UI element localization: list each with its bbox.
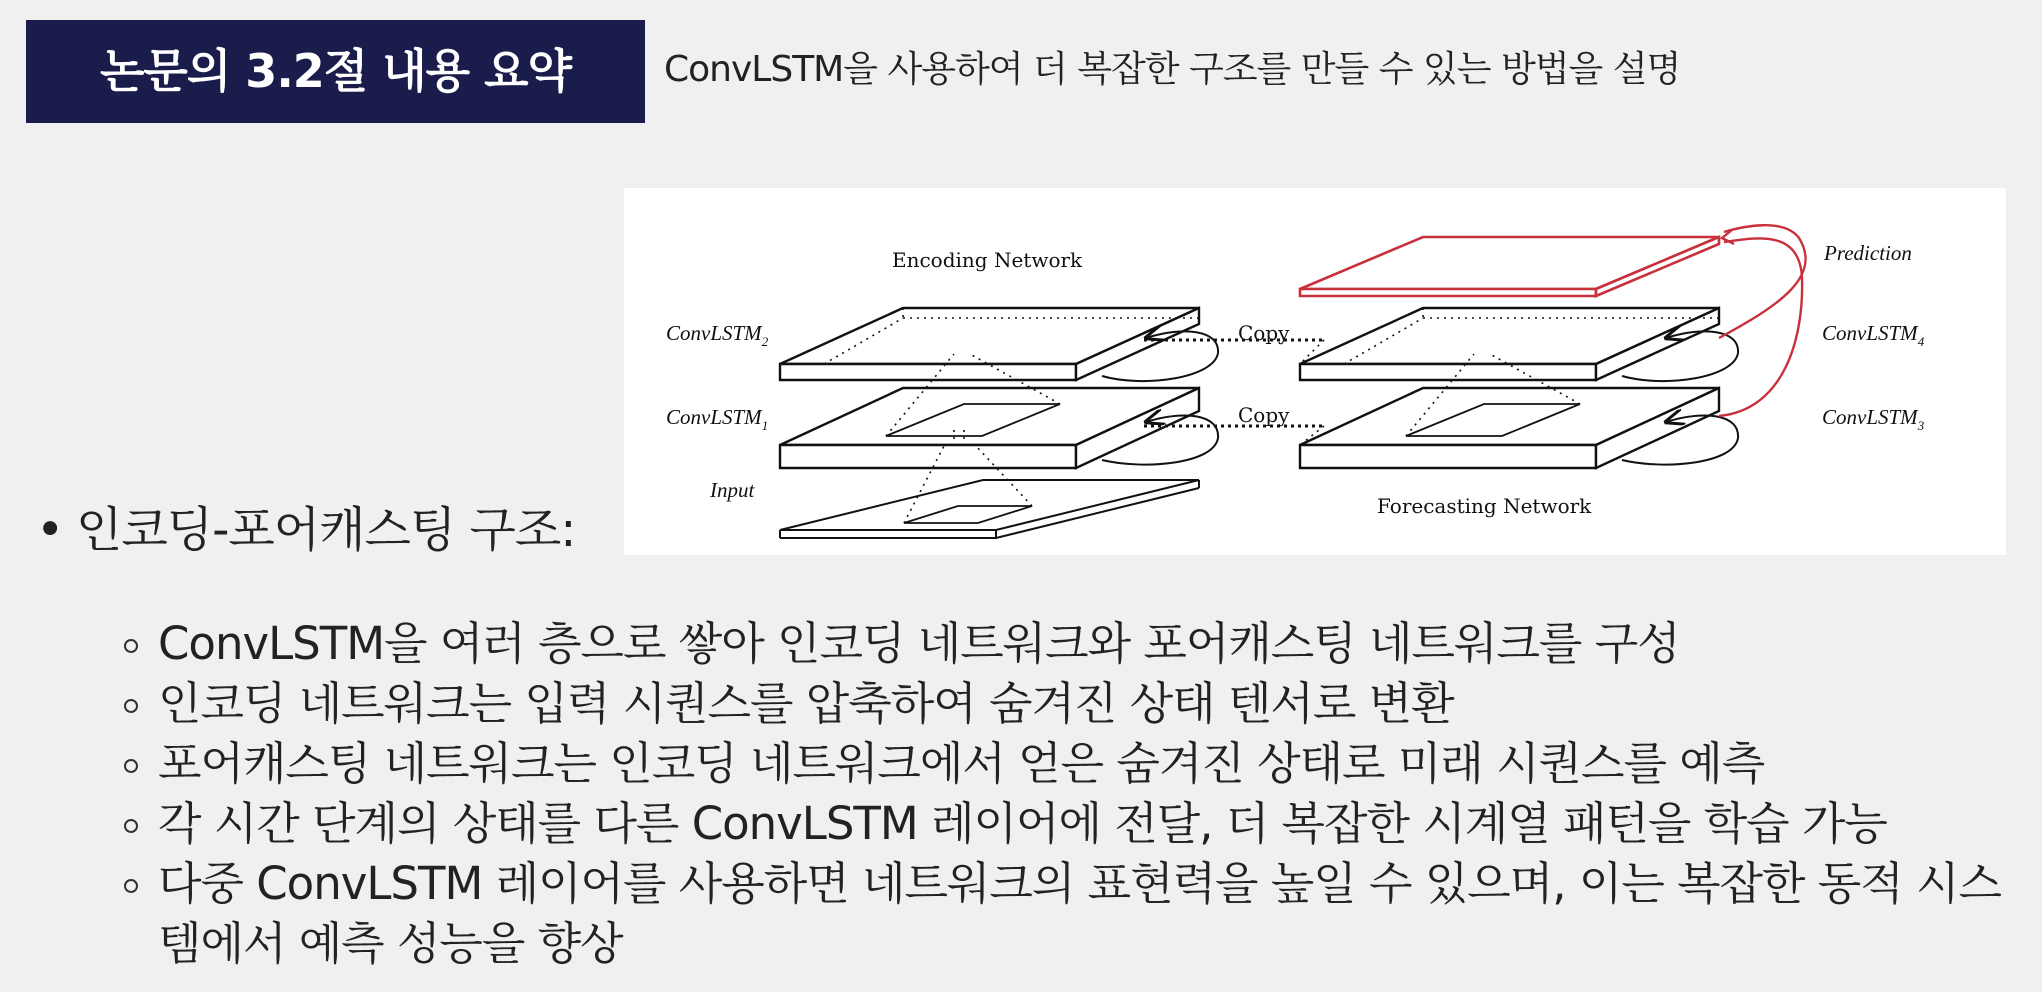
- svg-text:ConvLSTM2: ConvLSTM$_2$: [666, 321, 769, 349]
- convlstm3-label: [1822, 405, 1925, 433]
- prediction-label: Prediction: [1824, 241, 1912, 265]
- sub-bullet-list: [122, 614, 2022, 974]
- input-layer: [780, 480, 1199, 538]
- circle-bullet-icon: [124, 759, 138, 773]
- list-item: 다중 ConvLSTM 레이어를 사용하면 네트워크의 표현력을 높일 수 있으며, 이는 복잡한 동적 시스템에서 예측 성능을 향상: [122, 854, 2022, 974]
- copy-label-bottom: Copy: [1238, 403, 1290, 427]
- copy-label-top: Copy: [1238, 321, 1290, 345]
- convlstm2-label: [666, 321, 769, 349]
- forecaster-convlstm4-layer: [1300, 308, 1719, 380]
- forecasting-network-label: Forecasting Network: [1377, 494, 1592, 518]
- encoding-network-label: Encoding Network: [892, 248, 1083, 272]
- forecaster-convlstm3-layer: [1300, 388, 1719, 468]
- bullet-dot: •: [36, 502, 64, 558]
- svg-text:ConvLSTM3: ConvLSTM$_3$: [1822, 405, 1925, 433]
- circle-bullet-icon: [124, 639, 138, 653]
- encoder-convlstm2-layer: [780, 308, 1199, 380]
- list-item: 인코딩 네트워크는 입력 시퀀스를 압축하여 숨겨진 상태 텐서로 변환: [122, 674, 2022, 734]
- prediction-arrows: [1719, 225, 1806, 416]
- main-bullet: [36, 497, 575, 563]
- main-bullet-text: 인코딩-포어캐스팅 구조:: [76, 502, 576, 558]
- list-item: 포어캐스팅 네트워크는 인코딩 네트워크에서 얻은 숨겨진 상태로 미래 시퀀스를 예측: [122, 734, 2022, 794]
- list-item: 각 시간 단계의 상태를 다른 ConvLSTM 레이어에 전달, 더 복잡한 시계열 패턴을 학습 가능: [122, 794, 2022, 854]
- page-subtitle: ConvLSTM을 사용하여 더 복잡한 구조를 만들 수 있는 방법을 설명: [664, 49, 1681, 90]
- convlstm1-label: [666, 405, 768, 433]
- svg-text:ConvLSTM4: ConvLSTM$_4$: [1822, 321, 1925, 349]
- encoder-forecaster-diagram: [624, 188, 2006, 555]
- convlstm4-label: [1822, 321, 1925, 349]
- page-title: 논문의 3.2절 내용 요약: [26, 20, 645, 123]
- circle-bullet-icon: [124, 699, 138, 713]
- prediction-layer: [1300, 237, 1719, 296]
- list-item: ConvLSTM을 여러 층으로 쌓아 인코딩 네트워크와 포어캐스팅 네트워크를 구성: [122, 614, 2022, 674]
- encoder-convlstm1-layer: [780, 388, 1199, 468]
- circle-bullet-icon: [124, 879, 138, 893]
- svg-text:ConvLSTM1: ConvLSTM$_1$: [666, 405, 769, 433]
- input-label: Input: [710, 478, 755, 502]
- circle-bullet-icon: [124, 819, 138, 833]
- architecture-figure: [624, 188, 2006, 555]
